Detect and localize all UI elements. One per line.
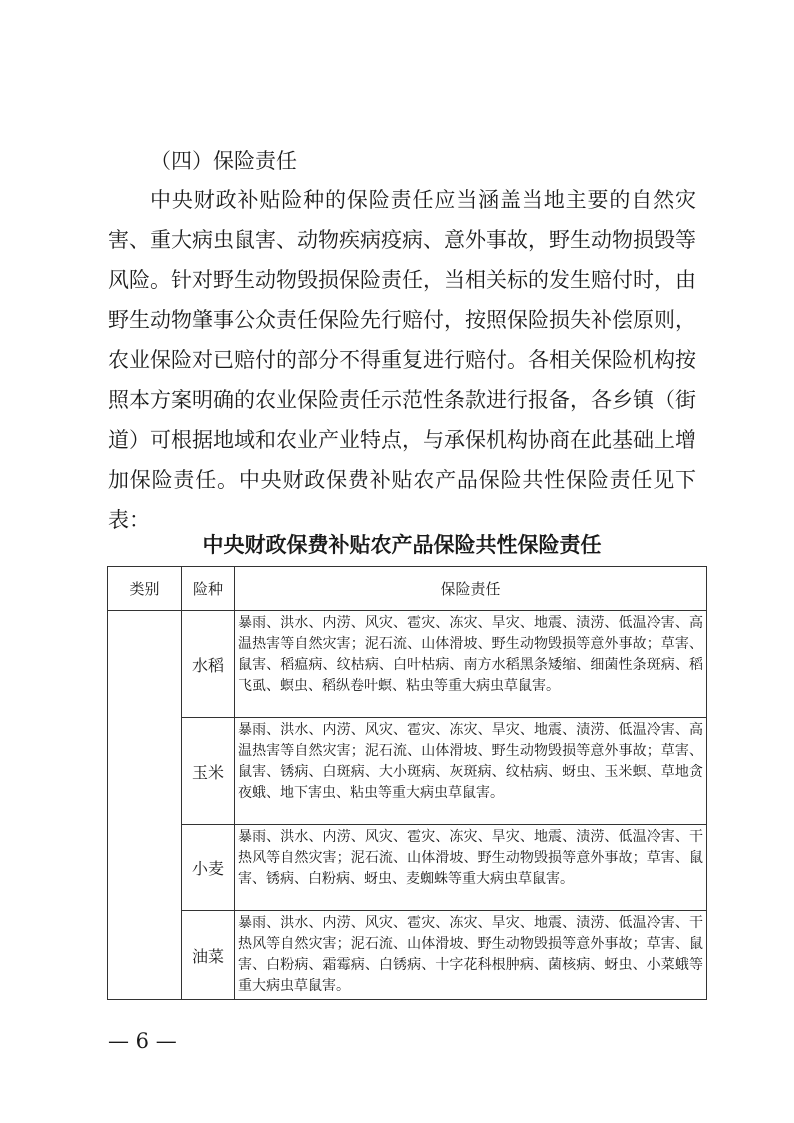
table-row <box>108 825 707 911</box>
paragraph-line: 照本方案明确的农业保险责任示范性条款进行报备，各乡镇（街 <box>108 388 696 412</box>
responsibility-cell: 暴雨、洪水、内涝、风灾、雹灾、冻灾、旱灾、地震、渍涝、低温冷害、高温热害等自然灾害；泥石流、山体滑坡、野生动物毁损等意外事故；草害、鼠害、锈病、白斑病、大小斑病、灰斑病、纹枯病、蚜虫、玉米螟、草地贪夜蛾、地下害虫、粘虫等重大病虫草鼠害。 <box>235 718 707 825</box>
crop-cell: 油菜 <box>182 911 235 1000</box>
category-cell <box>108 611 182 1000</box>
insurance-responsibility-table <box>107 566 707 1000</box>
crop-cell: 玉米 <box>182 718 235 825</box>
table-title: 中央财政保费补贴农产品保险共性保险责任 <box>202 533 602 557</box>
crop-cell: 水稻 <box>182 611 235 718</box>
responsibility-cell: 暴雨、洪水、内涝、风灾、雹灾、冻灾、旱灾、地震、渍涝、低温冷害、高温热害等自然灾害；泥石流、山体滑坡、野生动物毁损等意外事故；草害、鼠害、稻瘟病、纹枯病、白叶枯病、南方水稻黑条矮缩、细菌性条斑病、稻飞虱、螟虫、稻纵卷叶螟、粘虫等重大病虫草鼠害。 <box>235 611 707 718</box>
responsibility-cell: 暴雨、洪水、内涝、风灾、雹灾、冻灾、旱灾、地震、渍涝、低温冷害、干热风等自然灾害；泥石流、山体滑坡、野生动物毁损等意外事故；草害、鼠害、白粉病、霜霉病、白锈病、十字花科根肿病、菌核病、蚜虫、小菜蛾等重大病虫草鼠害。 <box>235 911 707 1000</box>
paragraph-line: 中央财政补贴险种的保险责任应当涵盖当地主要的自然灾 <box>150 188 696 212</box>
header-category: 类别 <box>108 567 182 611</box>
paragraph-line: 表： <box>108 508 150 532</box>
header-crop: 险种 <box>182 567 235 611</box>
body-paragraph <box>108 180 696 540</box>
table-row <box>108 911 707 1000</box>
table-row <box>108 718 707 825</box>
table-header-row <box>108 567 707 611</box>
paragraph-line: 害、重大病虫鼠害、动物疾病疫病、意外事故，野生动物损毁等 <box>108 228 696 252</box>
paragraph-line: 加保险责任。中央财政保费补贴农产品保险共性保险责任见下 <box>108 468 696 492</box>
crop-cell: 小麦 <box>182 825 235 911</box>
paragraph-line: 道）可根据地域和农业产业特点，与承保机构协商在此基础上增 <box>108 428 696 452</box>
header-responsibility: 保险责任 <box>235 567 707 611</box>
paragraph-line: 野生动物肇事公众责任保险先行赔付，按照保险损失补偿原则， <box>108 308 696 332</box>
paragraph-line: 农业保险对已赔付的部分不得重复进行赔付。各相关保险机构按 <box>108 348 696 372</box>
section-heading: （四）保险责任 <box>150 149 297 173</box>
table-row <box>108 611 707 718</box>
responsibility-cell: 暴雨、洪水、内涝、风灾、雹灾、冻灾、旱灾、地震、渍涝、低温冷害、干热风等自然灾害；泥石流、山体滑坡、野生动物毁损等意外事故；草害、鼠害、锈病、白粉病、蚜虫、麦蜘蛛等重大病虫草鼠害。 <box>235 825 707 911</box>
paragraph-line: 风险。针对野生动物毁损保险责任，当相关标的发生赔付时，由 <box>108 268 696 292</box>
page-number: — 6 — <box>108 1029 177 1053</box>
